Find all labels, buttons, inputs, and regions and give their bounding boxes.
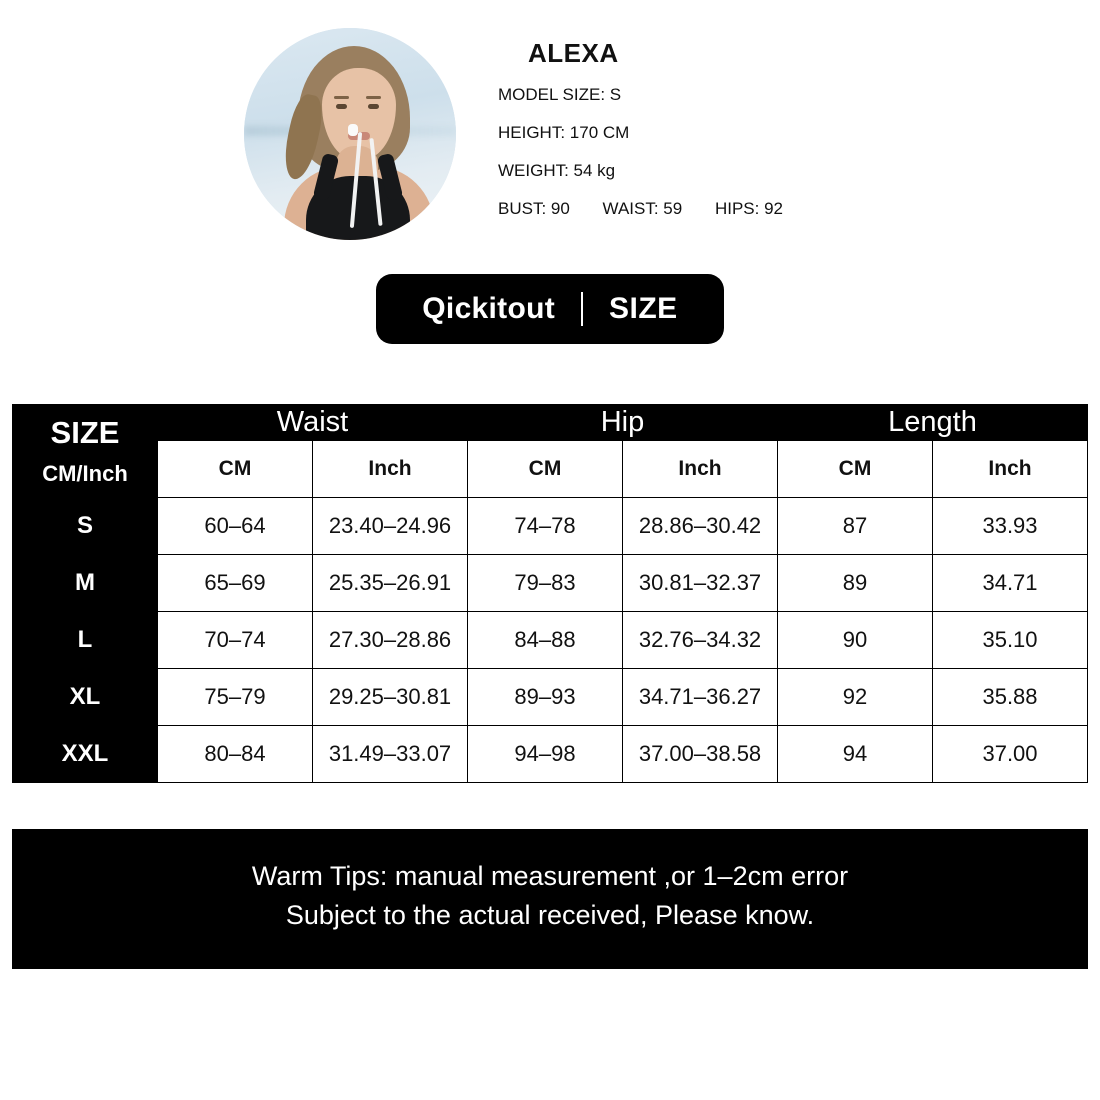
photo-eyebrow-right <box>366 96 381 99</box>
cell-m-length-cm: 89 <box>778 555 933 612</box>
header-group-length: Length <box>778 405 1088 441</box>
brand-name: Qickitout <box>422 292 556 325</box>
model-weight-line: WEIGHT: 54 kg <box>498 161 616 180</box>
warm-tips-line-2: Subject to the actual received, Please know. <box>285 900 815 931</box>
model-waist: WAIST: 59 <box>602 199 683 218</box>
cell-xxl-length-inch: 37.00 <box>933 726 1088 783</box>
cell-xxl-length-cm: 94 <box>778 726 933 783</box>
warm-tips-banner <box>12 829 1088 969</box>
cell-s-length-cm: 87 <box>778 498 933 555</box>
brand-banner <box>376 274 723 344</box>
model-hips: HIPS: 92 <box>714 199 783 218</box>
cell-m-hip-inch: 30.81–32.37 <box>623 555 778 612</box>
model-bust: BUST: 90 <box>498 199 570 218</box>
row-size-m: M <box>13 555 158 612</box>
cell-l-waist-inch: 27.30–28.86 <box>313 612 468 669</box>
size-chart-wrapper <box>12 404 1088 783</box>
header-unit-waist-cm: CM <box>158 441 313 498</box>
cell-s-hip-cm: 74–78 <box>468 498 623 555</box>
header-unit-length-cm: CM <box>778 441 933 498</box>
header-group-waist: Waist <box>158 405 468 441</box>
row-size-l: L <box>13 612 158 669</box>
cell-m-hip-cm: 79–83 <box>468 555 623 612</box>
brand-size-word: SIZE <box>609 292 678 325</box>
header-unit-hip-cm: CM <box>468 441 623 498</box>
earbud-icon <box>348 124 358 136</box>
model-info <box>498 28 783 219</box>
size-chart-body <box>13 498 1088 783</box>
cell-xxl-hip-inch: 37.00–38.58 <box>623 726 778 783</box>
row-size-xl: XL <box>13 669 158 726</box>
cell-xxl-hip-cm: 94–98 <box>468 726 623 783</box>
table-row <box>13 555 1088 612</box>
model-name: ALEXA <box>528 38 619 68</box>
model-size-line: MODEL SIZE: S <box>498 85 622 104</box>
row-size-xxl: XXL <box>13 726 158 783</box>
table-row <box>13 612 1088 669</box>
cell-m-waist-cm: 65–69 <box>158 555 313 612</box>
photo-eye-right <box>368 104 379 109</box>
header-unit-waist-inch: Inch <box>313 441 468 498</box>
cell-xl-waist-inch: 29.25–30.81 <box>313 669 468 726</box>
photo-eye-left <box>336 104 347 109</box>
photo-eyebrow-left <box>334 96 349 99</box>
cell-l-length-inch: 35.10 <box>933 612 1088 669</box>
header-size: SIZE CM/Inch <box>13 405 158 498</box>
model-measurements <box>498 199 783 219</box>
table-row <box>13 669 1088 726</box>
cell-l-hip-inch: 32.76–34.32 <box>623 612 778 669</box>
header-unit-hip-inch: Inch <box>623 441 778 498</box>
table-group-header-row <box>13 405 1088 441</box>
cell-m-waist-inch: 25.35–26.91 <box>313 555 468 612</box>
cell-l-waist-cm: 70–74 <box>158 612 313 669</box>
table-row <box>13 498 1088 555</box>
header-group-hip: Hip <box>468 405 778 441</box>
cell-xxl-waist-inch: 31.49–33.07 <box>313 726 468 783</box>
cell-s-waist-inch: 23.40–24.96 <box>313 498 468 555</box>
cell-xl-waist-cm: 75–79 <box>158 669 313 726</box>
cell-xl-hip-inch: 34.71–36.27 <box>623 669 778 726</box>
cell-xl-length-cm: 92 <box>778 669 933 726</box>
model-photo <box>244 28 456 240</box>
header-unit-length-inch: Inch <box>933 441 1088 498</box>
cell-s-length-inch: 33.93 <box>933 498 1088 555</box>
table-row <box>13 726 1088 783</box>
cell-s-hip-inch: 28.86–30.42 <box>623 498 778 555</box>
size-chart-table <box>12 404 1088 783</box>
brand-banner-row <box>0 274 1100 344</box>
cell-m-length-inch: 34.71 <box>933 555 1088 612</box>
table-unit-header-row <box>13 441 1088 498</box>
model-height-line: HEIGHT: 170 CM <box>498 123 630 142</box>
header-cm-inch: CM/Inch <box>42 461 128 486</box>
cell-xxl-waist-cm: 80–84 <box>158 726 313 783</box>
cell-s-waist-cm: 60–64 <box>158 498 313 555</box>
cell-l-length-cm: 90 <box>778 612 933 669</box>
warm-tips-line-1: Warm Tips: manual measurement ,or 1–2cm error <box>251 861 849 891</box>
cell-l-hip-cm: 84–88 <box>468 612 623 669</box>
cell-xl-length-inch: 35.88 <box>933 669 1088 726</box>
row-size-s: S <box>13 498 158 555</box>
model-profile-block <box>0 0 1100 240</box>
cell-xl-hip-cm: 89–93 <box>468 669 623 726</box>
brand-divider <box>581 292 583 326</box>
size-chart-head <box>13 405 1088 498</box>
